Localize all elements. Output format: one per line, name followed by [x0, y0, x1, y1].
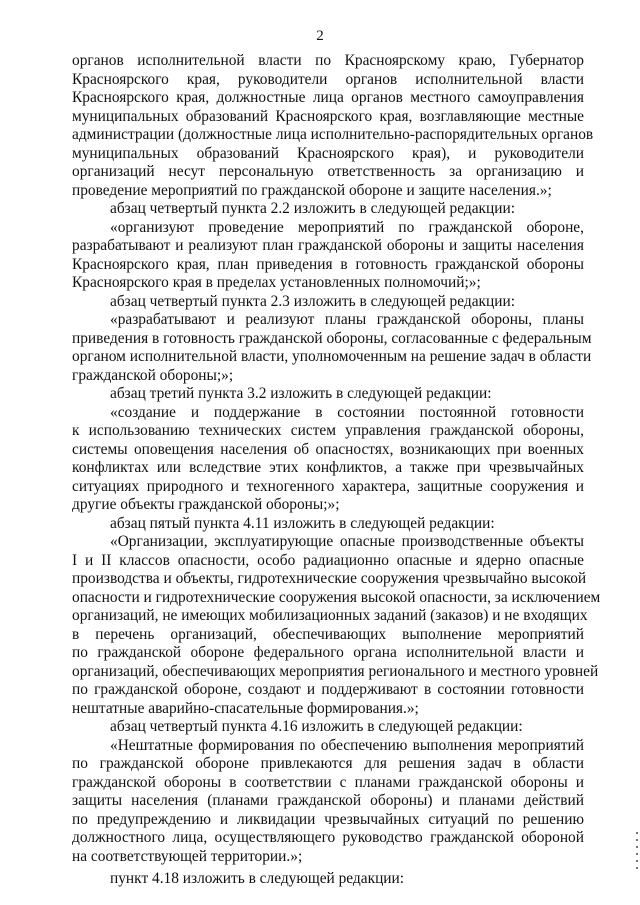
text-line: организаций, обеспечивающих мероприятия регионального и местного уровней	[72, 662, 599, 680]
text-line: администрации (должностные лица исполнительно-распорядительных органов	[72, 126, 594, 143]
text-line: «Нештатные формирования по обеспечению выполнения мероприятий	[110, 736, 584, 754]
text-line: пункт 4.18 изложить в следующей редакции:	[110, 870, 405, 887]
text-line: абзац четвертый пункта 4.16 изложить в следующей редакции:	[110, 718, 523, 735]
text-line: ситуациях природного и техногенного характера, защитные сооружения и	[72, 477, 584, 495]
text-line: по гражданской обороне федерального органа исполнительной власти и	[72, 644, 584, 661]
text-line: «разрабатывают и реализуют планы гражданской обороны, планы	[110, 311, 584, 328]
document-body	[72, 52, 601, 889]
text-line: организаций, не имеющих мобилизационных заданий (заказов) и не входящих	[72, 607, 588, 624]
text-line: опасности и гидротехнические сооружения высокой опасности, за исключением	[72, 588, 601, 606]
text-line: абзац четвертый пункта 2.3 изложить в следующей редакции:	[110, 292, 515, 310]
text-line: гражданской обороны в соответствии с планами гражданской обороны и	[72, 773, 584, 791]
text-line: Красноярского края, руководители органов исполнительной власти	[72, 70, 584, 88]
text-line: гражданской обороны;»;	[72, 366, 234, 384]
text-line: на соответствующей территории.»;	[72, 847, 303, 865]
text-line: органов исполнительной власти по Красноярскому краю, Губернатор	[72, 52, 584, 69]
text-line: Красноярского края в пределах установленных полномочий;»;	[72, 274, 481, 291]
text-line: «организуют проведение мероприятий по гражданской обороне,	[110, 218, 584, 236]
text-line: по предупреждению и ликвидации чрезвычайных ситуаций по решению	[72, 810, 584, 828]
text-line: должностного лица, осуществляющего руководство гражданской обороной	[72, 829, 584, 846]
text-line: разрабатывают и реализуют план гражданской обороны и защиты населения	[72, 237, 584, 254]
text-line: Красноярского края, план приведения в готовность гражданской обороны	[72, 255, 584, 273]
text-line: I и II классов опасности, особо радиационно опасные и ядерно опасные	[72, 551, 584, 569]
text-line: нештатные аварийно-спасательные формирования.»;	[72, 699, 419, 717]
text-line: к использованию технических систем управления гражданской обороны,	[72, 422, 584, 439]
text-line: защиты населения (планами гражданской обороны) и планами действий	[72, 792, 584, 809]
text-line: «создание и поддержание в состоянии постоянной готовности	[110, 403, 584, 421]
text-line: органом исполнительной власти, уполномоченным на решение задач в области	[72, 348, 592, 365]
page-number: 2	[316, 28, 324, 44]
text-line: «Организации, эксплуатирующие опасные производственные объекты	[110, 533, 584, 550]
margin-marks	[634, 827, 640, 897]
text-line: организаций несут персональную ответственность за организацию и	[72, 163, 584, 180]
text-line: приведения в готовность гражданской обороны, согласованные с федеральным	[72, 329, 592, 347]
text-line: конфликтах или вследствие этих конфликтов, а также при чрезвычайных	[72, 459, 584, 476]
text-line: другие объекты гражданской обороны;»;	[72, 496, 340, 513]
text-line: абзац пятый пункта 4.11 изложить в следующей редакции:	[110, 514, 495, 532]
text-line: абзац четвертый пункта 2.2 изложить в следующей редакции:	[110, 200, 515, 217]
text-line: абзац третий пункта 3.2 изложить в следующей редакции:	[110, 385, 492, 402]
text-line: производства и объекты, гидротехнические сооружения чрезвычайно высокой	[72, 570, 587, 587]
text-line: муниципальных образований Красноярского края, возглавляющие местные	[72, 107, 584, 125]
text-line: проведение мероприятий по гражданской обороне и защите населения.»;	[72, 181, 552, 199]
text-line: по гражданской обороне, создают и поддерживают в состоянии готовности	[72, 681, 584, 698]
text-line: по гражданской обороне привлекаются для решения задач в области	[72, 755, 584, 772]
text-line: Красноярского края, должностные лица органов местного самоуправления	[72, 89, 584, 106]
text-line: муниципальных образований Красноярского края), и руководители	[72, 144, 584, 162]
text-line: системы оповещения населения об опасностях, возникающих при военных	[72, 440, 584, 458]
text-line: в перечень организаций, обеспечивающих выполнение мероприятий	[72, 625, 584, 643]
